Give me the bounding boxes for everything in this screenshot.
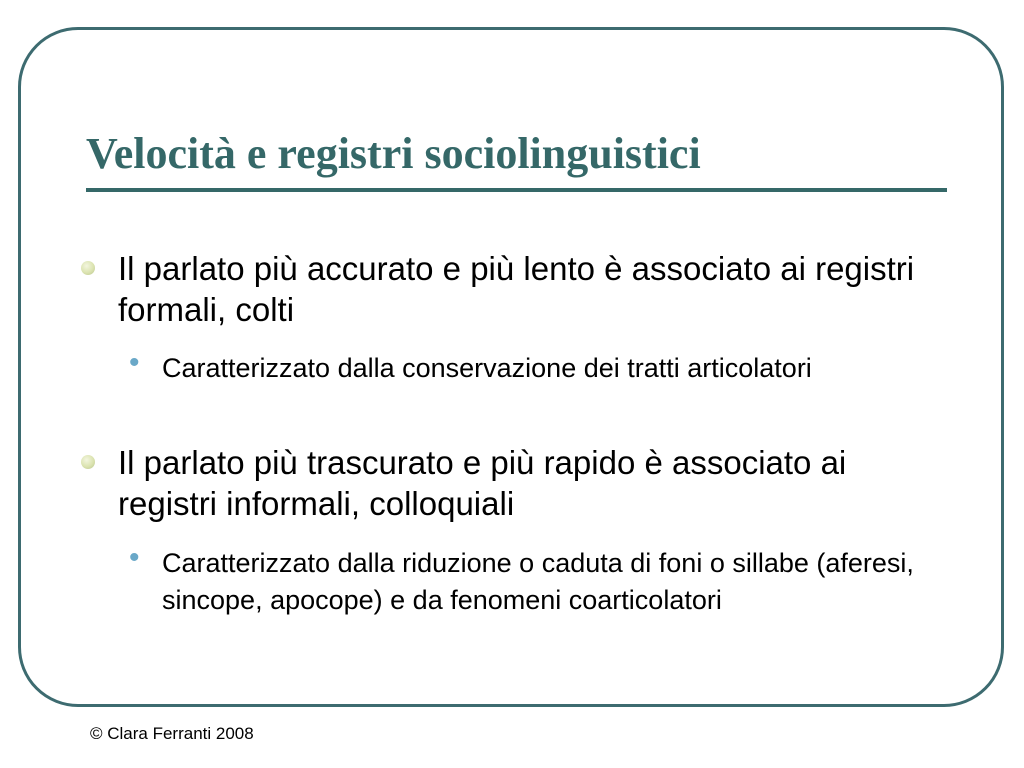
sub-bullet-item-2 bbox=[129, 541, 952, 619]
bullet-text: Il parlato più accurato e più lento è associato ai registri formali, colti bbox=[118, 250, 915, 328]
bullet-dot-icon bbox=[81, 261, 95, 275]
sub-bullet-dot-icon: • bbox=[129, 346, 140, 379]
sub-bullet-text: Caratterizzato dalla riduzione o caduta di foni o sillabe (aferesi, sincope, apocope) e da fenomeni coarticolatori bbox=[162, 548, 914, 615]
bullet-item-1 bbox=[118, 248, 938, 330]
bullet-text: Il parlato più trascurato e più rapido è associato ai registri informali, colloquiali bbox=[118, 444, 847, 522]
title-underline bbox=[86, 188, 947, 192]
slide-title: Velocità e registri sociolinguistici bbox=[86, 129, 701, 178]
sub-bullet-text: Caratterizzato dalla conservazione dei tratti articolatori bbox=[162, 353, 812, 383]
bullet-item-2 bbox=[118, 442, 938, 524]
bullet-dot-icon bbox=[81, 455, 95, 469]
sub-bullet-dot-icon: • bbox=[129, 541, 140, 574]
sub-bullet-item-1 bbox=[129, 346, 952, 387]
copyright-footer: © Clara Ferranti 2008 bbox=[90, 724, 254, 743]
